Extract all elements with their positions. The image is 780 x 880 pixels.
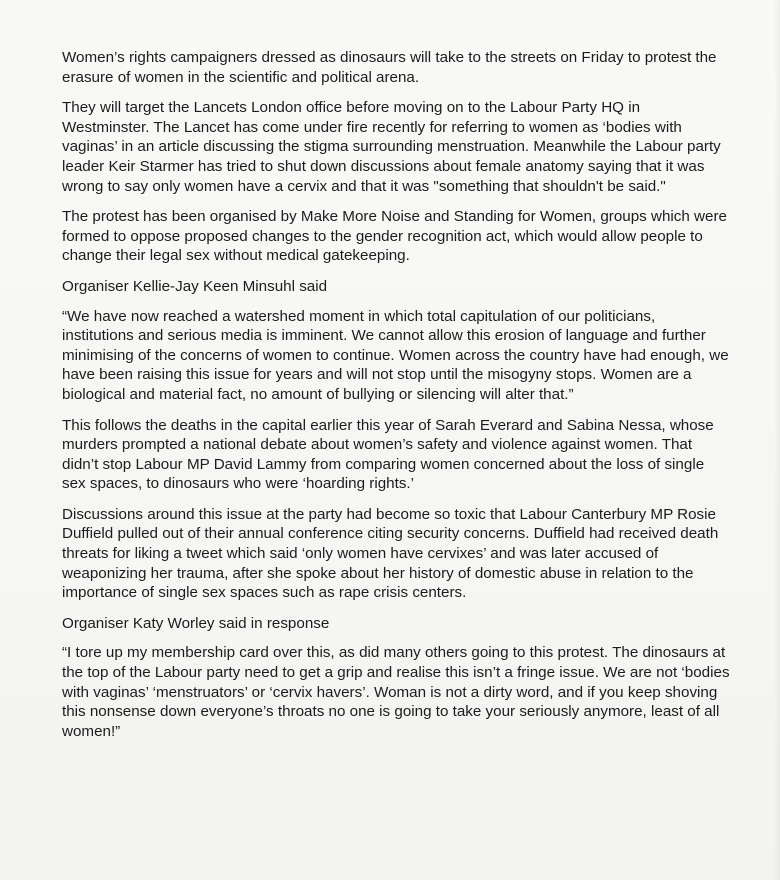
paragraph-quote-1: “We have now reached a watershed moment in which total capitulation of our politicians, institutions and serious media is imminent. We cannot allow this erosion of language and further minimising of the concerns of women to continue. Women across the country have had enough, we have been raising this issue for years and will not stop until the misogyny stops. Women are a biological and material fact, no amount of bullying or silencing will alter that.” [62,307,729,403]
paragraph-quote-2: “I tore up my membership card over this, as did many others going to this protest. The dinosaurs at the top of the Labour party need to get a grip and realise this isn’t a fringe issue. We are not ‘bodies with vaginas’ ‘menstruators’ or ‘cervix havers’. Woman is not a dirty word, and if you keep shoving this nonsense down everyone’s throats no one is going to take your seriously anymore, least of all women!” [62,644,730,740]
paragraph-quote-attribution-2: Organiser Katy Worley said in response [62,614,330,632]
article-body [62,48,730,752]
paragraph-context: This follows the deaths in the capital earlier this year of Sarah Everard and Sabina Nessa, whose murders prompted a national debate about women’s safety and violence against women. That didn’t stop Labour MP David Lammy from comparing women concerned about the loss of single sex spaces, to dinosaurs who were ‘hoarding rights.’ [62,416,714,493]
paragraph-duffield: Discussions around this issue at the party had become so toxic that Labour Canterbury MP Rosie Duffield pulled out of their annual conference citing security concerns. Duffield had received death threats for liking a tweet which said ‘only women have cervixes’ and was later accused of weaponizing her trauma, after she spoke about her history of domestic abuse in relation to the importance of single sex spaces such as rape crisis centers. [62,505,719,602]
scan-edge-shadow [774,0,780,880]
paragraph-lancet: They will target the Lancets London office before moving on to the Labour Party HQ in Westminster. The Lancet has come under fire recently for referring to women as ‘bodies with vaginas’ in an article discussing the stigma surrounding menstruation. Meanwhile the Labour party leader Keir Starmer has tried to shut down discussions about female anatomy saying that it was wrong to say only women have a cervix and that it was "something that shouldn't be said." [62,99,721,195]
paragraph-quote-attribution-1: Organiser Kellie-Jay Keen Minsuhl said [62,277,328,295]
paragraph-intro: Women’s rights campaigners dressed as dinosaurs will take to the streets on Friday to protest the erasure of women in the scientific and political arena. [62,49,717,86]
paragraph-organisers: The protest has been organised by Make More Noise and Standing for Women, groups which were formed to oppose proposed changes to the gender recognition act, which would allow people to change their legal sex without medical gatekeeping. [62,208,727,265]
